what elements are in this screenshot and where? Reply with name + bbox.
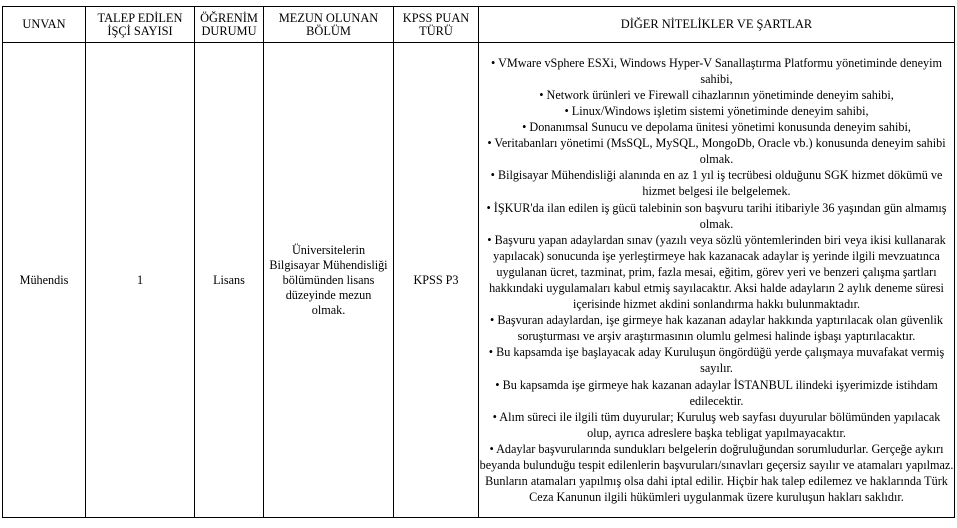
header-mezun: MEZUN OLUNAN BÖLÜM — [264, 7, 394, 43]
header-ogrenim: ÖĞRENİM DURUMU — [195, 7, 264, 43]
requirement-item: • Başvuran adaylardan, işe girmeye hak kazanan adaylar hakkında yaptırılacak olan güvenlik soruşturması ve arşiv araştırmasının olumlu gelmesi halinde işbaşı yaptırılacaktır. — [490, 313, 943, 344]
cell-mezun: Üniversitelerin Bilgisayar Mühendisliği bölümünden lisans düzeyinde mezun olmak. — [264, 43, 394, 518]
header-talep: TALEP EDİLEN İŞÇİ SAYISI — [86, 7, 195, 43]
cell-talep: 1 — [86, 43, 195, 518]
cell-kpss: KPSS P3 — [394, 43, 479, 518]
header-kpss: KPSS PUAN TÜRÜ — [394, 7, 479, 43]
header-diger: DİĞER NİTELİKLER VE ŞARTLAR — [479, 7, 955, 43]
requirement-item: • Network ürünleri ve Firewall cihazlarının yönetiminde deneyim sahibi, — [539, 87, 894, 102]
requirement-item: • Veritabanları yönetimi (MsSQL, MySQL, MongoDb, Oracle vb.) konusunda deneyim sahibi olmak. — [487, 136, 946, 167]
job-posting-table — [2, 6, 955, 518]
table-row — [3, 43, 955, 518]
requirement-item: • Başvuru yapan adaylardan sınav (yazılı veya sözlü yöntemlerinden biri veya ikisi kullanarak yapılacak) sonucunda işe yerleştirmeye hak kazanacak adaylar iş yerinde ilgili mevzuatınca uygulanan ücret, tazminat, prim, fazla mesai, eğitim, görev yeri ve benzeri çalışma şartları hakkındaki uygulamaları kabul etmiş sayılacaktır. Aksi halde adayların 2 aylık deneme süresi içerisinde hizmet akdini sonlandırma hakkı bulunmaktadır. — [487, 232, 946, 312]
requirement-item: • Adaylar başvurularında sundukları belgelerin doğruluğundan sorumludurlar. Gerçeğe aykırı beyanda bulunduğu tespit edilenlerin başvuruları/sınavları geçersiz sayılır ve atamaları yapılmaz. Bunların atamaları yapılmış olsa dahi iptal edilir. Hiçbir hak talep edilemez ve haklarında Türk Ceza Kanunun ilgili hükümleri uygulanmak üzere kuruluşun hakları saklıdır. — [479, 441, 954, 505]
requirement-item: • VMware vSphere ESXi, Windows Hyper-V Sanallaştırma Platformu yönetiminde deneyim sahibi, — [490, 55, 942, 86]
requirement-item: • Linux/Windows işletim sistemi yönetiminde deneyim sahibi, — [564, 103, 869, 118]
requirement-item: • Bu kapsamda işe girmeye hak kazanan adaylar İSTANBUL ilindeki işyerimizde istihdam edilecektir. — [495, 377, 938, 408]
header-row — [3, 7, 955, 43]
cell-diger-nitelikler — [479, 43, 955, 518]
requirement-item: • İŞKUR'da ilan edilen iş gücü talebinin son başvuru tarihi itibariyle 36 yaşından gün almamış olmak. — [486, 200, 947, 231]
requirement-item: • Bu kapsamda işe başlayacak aday Kuruluşun öngördüğü yerde çalışmaya muvafakat vermiş sayılır. — [488, 345, 945, 376]
requirement-item: • Alım süreci ile ilgili tüm duyurular; Kuruluş web sayfası duyurular bölümünden yapılacak olup, ayrıca adreslere başka tebligat yapılmayacaktır. — [492, 409, 941, 440]
requirement-item: • Donanımsal Sunucu ve depolama ünitesi yönetimi konusunda deneyim sahibi, — [522, 120, 911, 135]
cell-ogrenim: Lisans — [195, 43, 264, 518]
header-unvan: UNVAN — [3, 7, 86, 43]
requirement-item: • Bilgisayar Mühendisliği alanında en az 1 yıl iş tecrübesi olduğunu SGK hizmet dökümü ve hizmet belgesi ile belgelemek. — [490, 168, 943, 199]
cell-unvan: Mühendis — [3, 43, 86, 518]
